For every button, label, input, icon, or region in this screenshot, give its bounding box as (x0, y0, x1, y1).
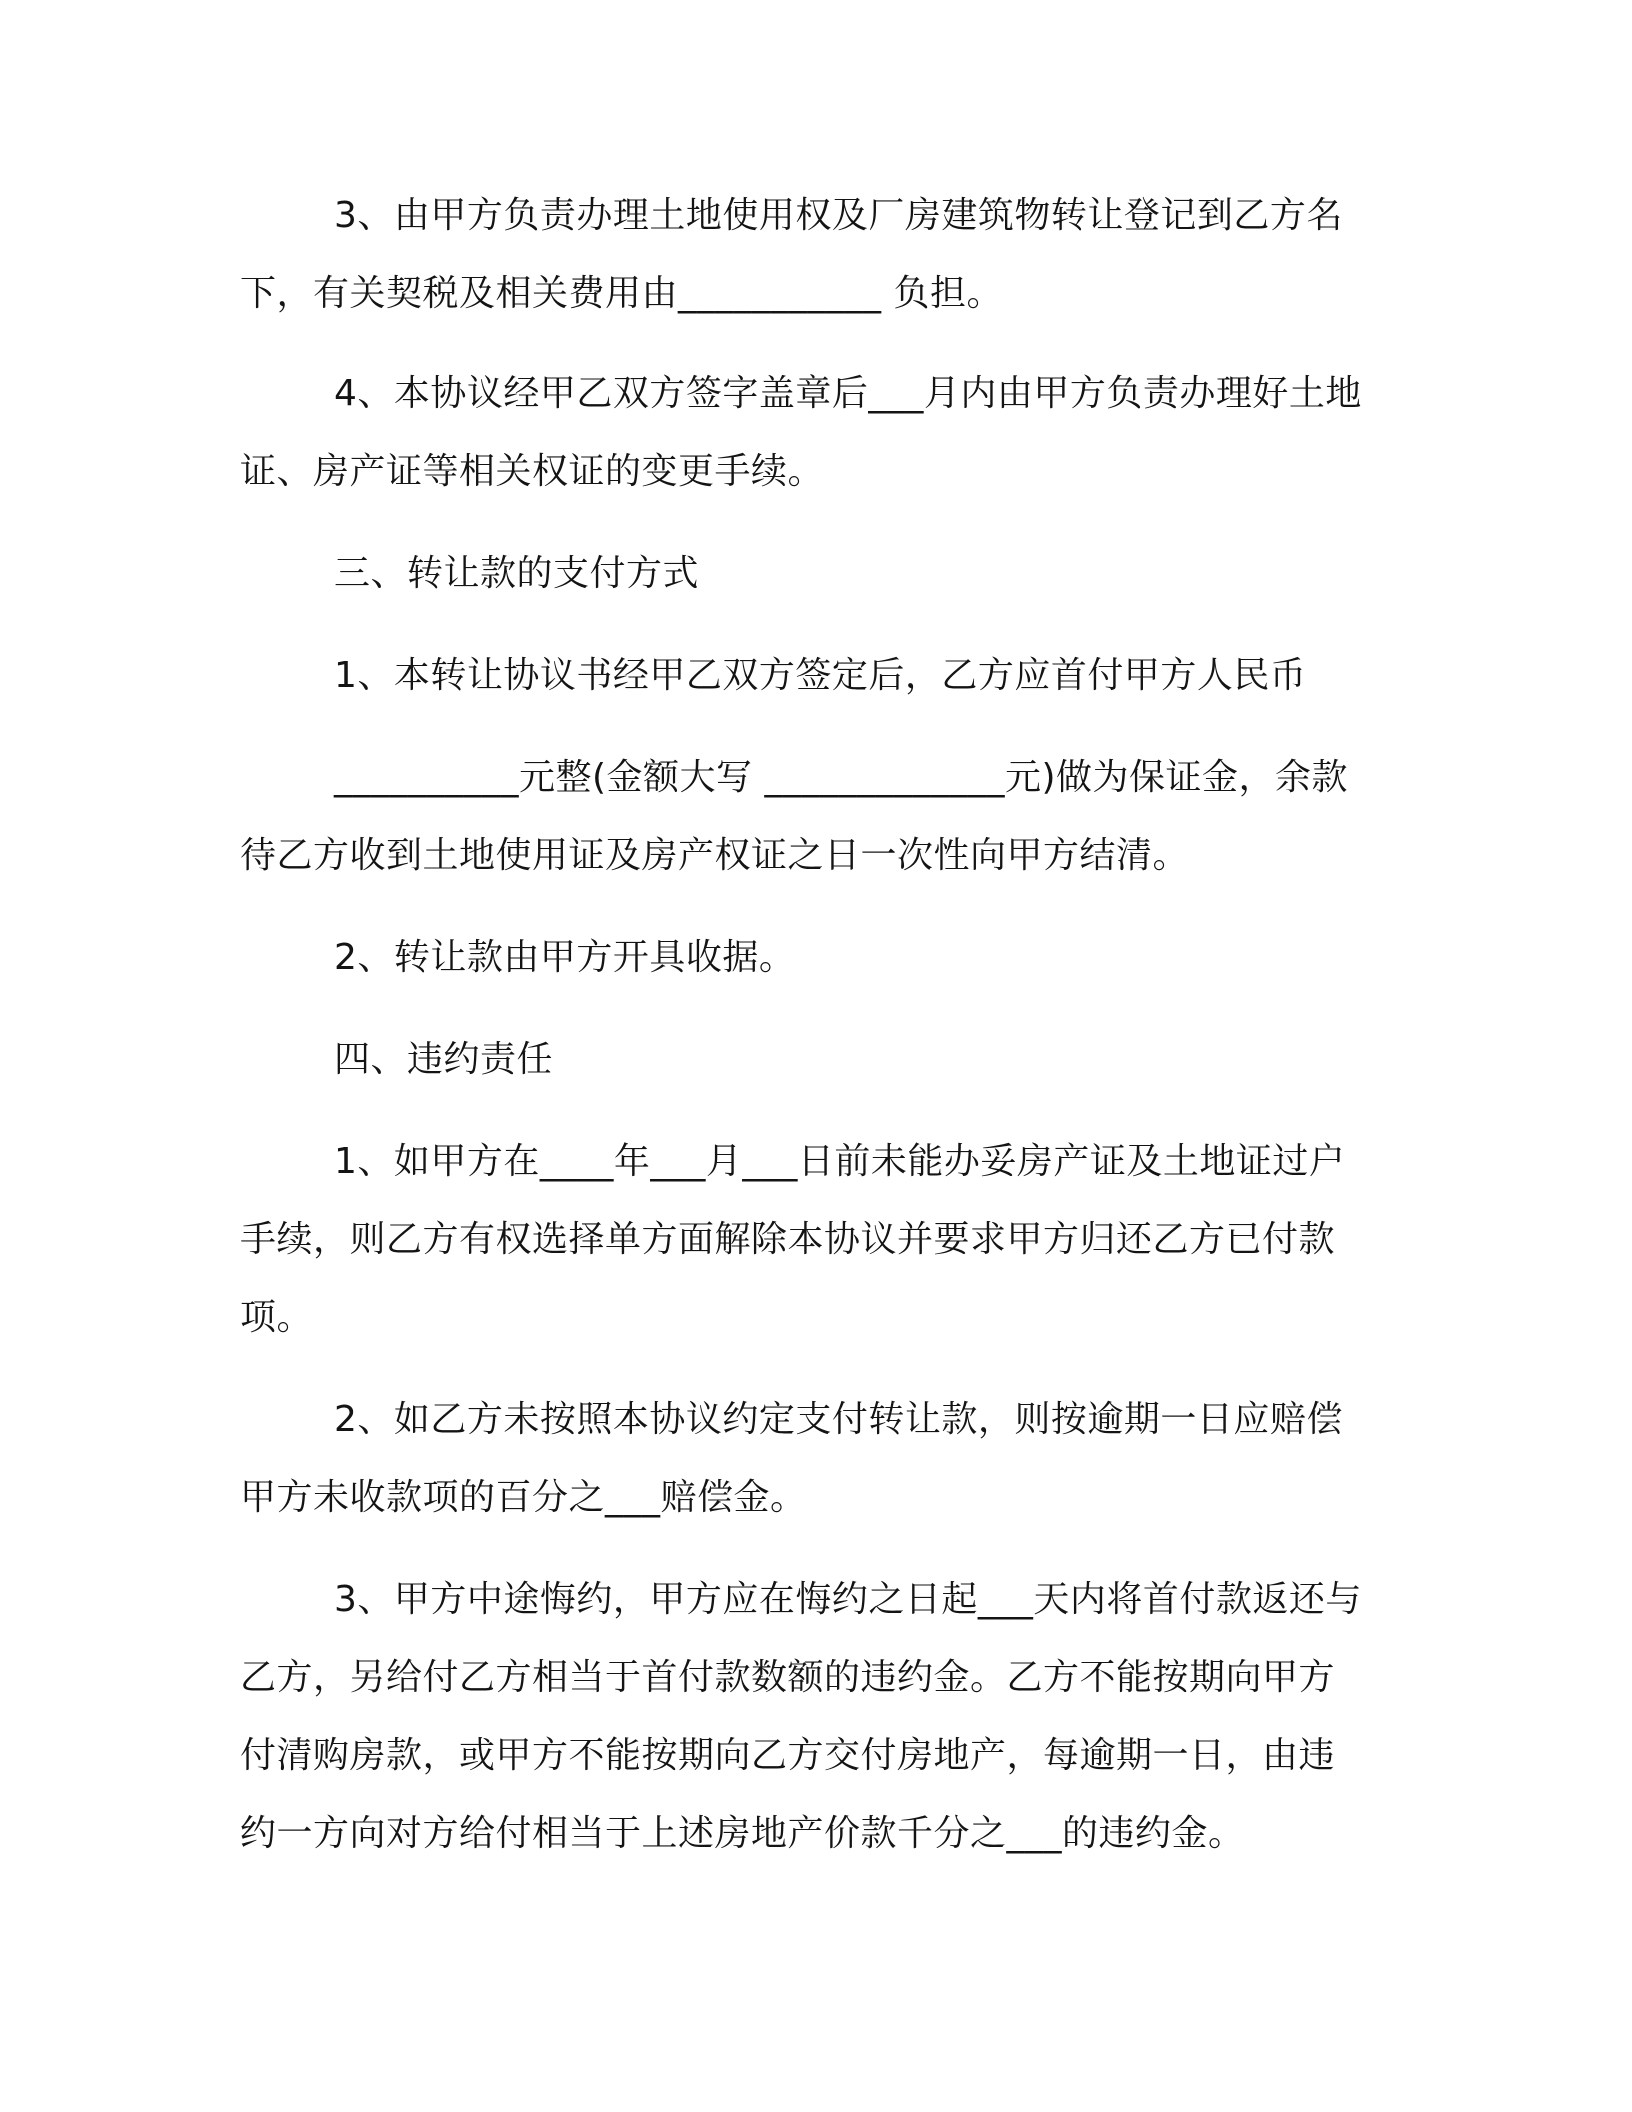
item-3-line-1: 3、由甲方负责办理土地使用权及厂房建筑物转让登记到乙方名 (334, 195, 1343, 236)
liability-item-3-line-4: 约一方向对方给付相当于上述房地产价款千分之___的违约金。 (240, 1813, 1245, 1854)
payment-item-2: 2、转让款由甲方开具收据。 (334, 937, 796, 978)
liability-item-3-line-3: 付清购房款，或甲方不能按期向乙方交付房地产，每逾期一日，由违 (240, 1735, 1336, 1776)
item-4-line-1: 4、本协议经甲乙双方签字盖章后___月内由甲方负责办理好土地 (334, 373, 1362, 414)
item-3-line-2: 下，有关契税及相关费用由___________ 负担。 (240, 273, 1003, 314)
payment-item-1-line-1: 1、本转让协议书经甲乙双方签定后，乙方应首付甲方人民币 (334, 655, 1307, 696)
section-heading-payment: 三、转让款的支付方式 (334, 553, 700, 594)
liability-item-1-line-3: 项。 (240, 1297, 314, 1338)
liability-item-1-line-2: 手续，则乙方有权选择单方面解除本协议并要求甲方归还乙方已付款 (240, 1219, 1336, 1260)
liability-item-2-line-2: 甲方未收款项的百分之___赔偿金。 (240, 1477, 807, 1518)
liability-item-1-line-1: 1、如甲方在____年___月___日前未能办妥房产证及土地证过户 (334, 1141, 1346, 1182)
item-4-line-2: 证、房产证等相关权证的变更手续。 (240, 451, 825, 492)
payment-item-1-line-3: 待乙方收到土地使用证及房产权证之日一次性向甲方结清。 (240, 835, 1190, 876)
liability-item-2-line-1: 2、如乙方未按照本协议约定支付转让款，则按逾期一日应赔偿 (334, 1399, 1343, 1440)
liability-item-3-line-1: 3、甲方中途悔约，甲方应在悔约之日起___天内将首付款返还与 (334, 1579, 1362, 1620)
payment-item-1-line-2: __________元整(金额大写 _____________元)做为保证金，余款 (334, 757, 1349, 798)
liability-item-3-line-2: 乙方，另给付乙方相当于首付款数额的违约金。乙方不能按期向甲方 (240, 1657, 1336, 1698)
section-heading-liability: 四、违约责任 (334, 1039, 554, 1080)
